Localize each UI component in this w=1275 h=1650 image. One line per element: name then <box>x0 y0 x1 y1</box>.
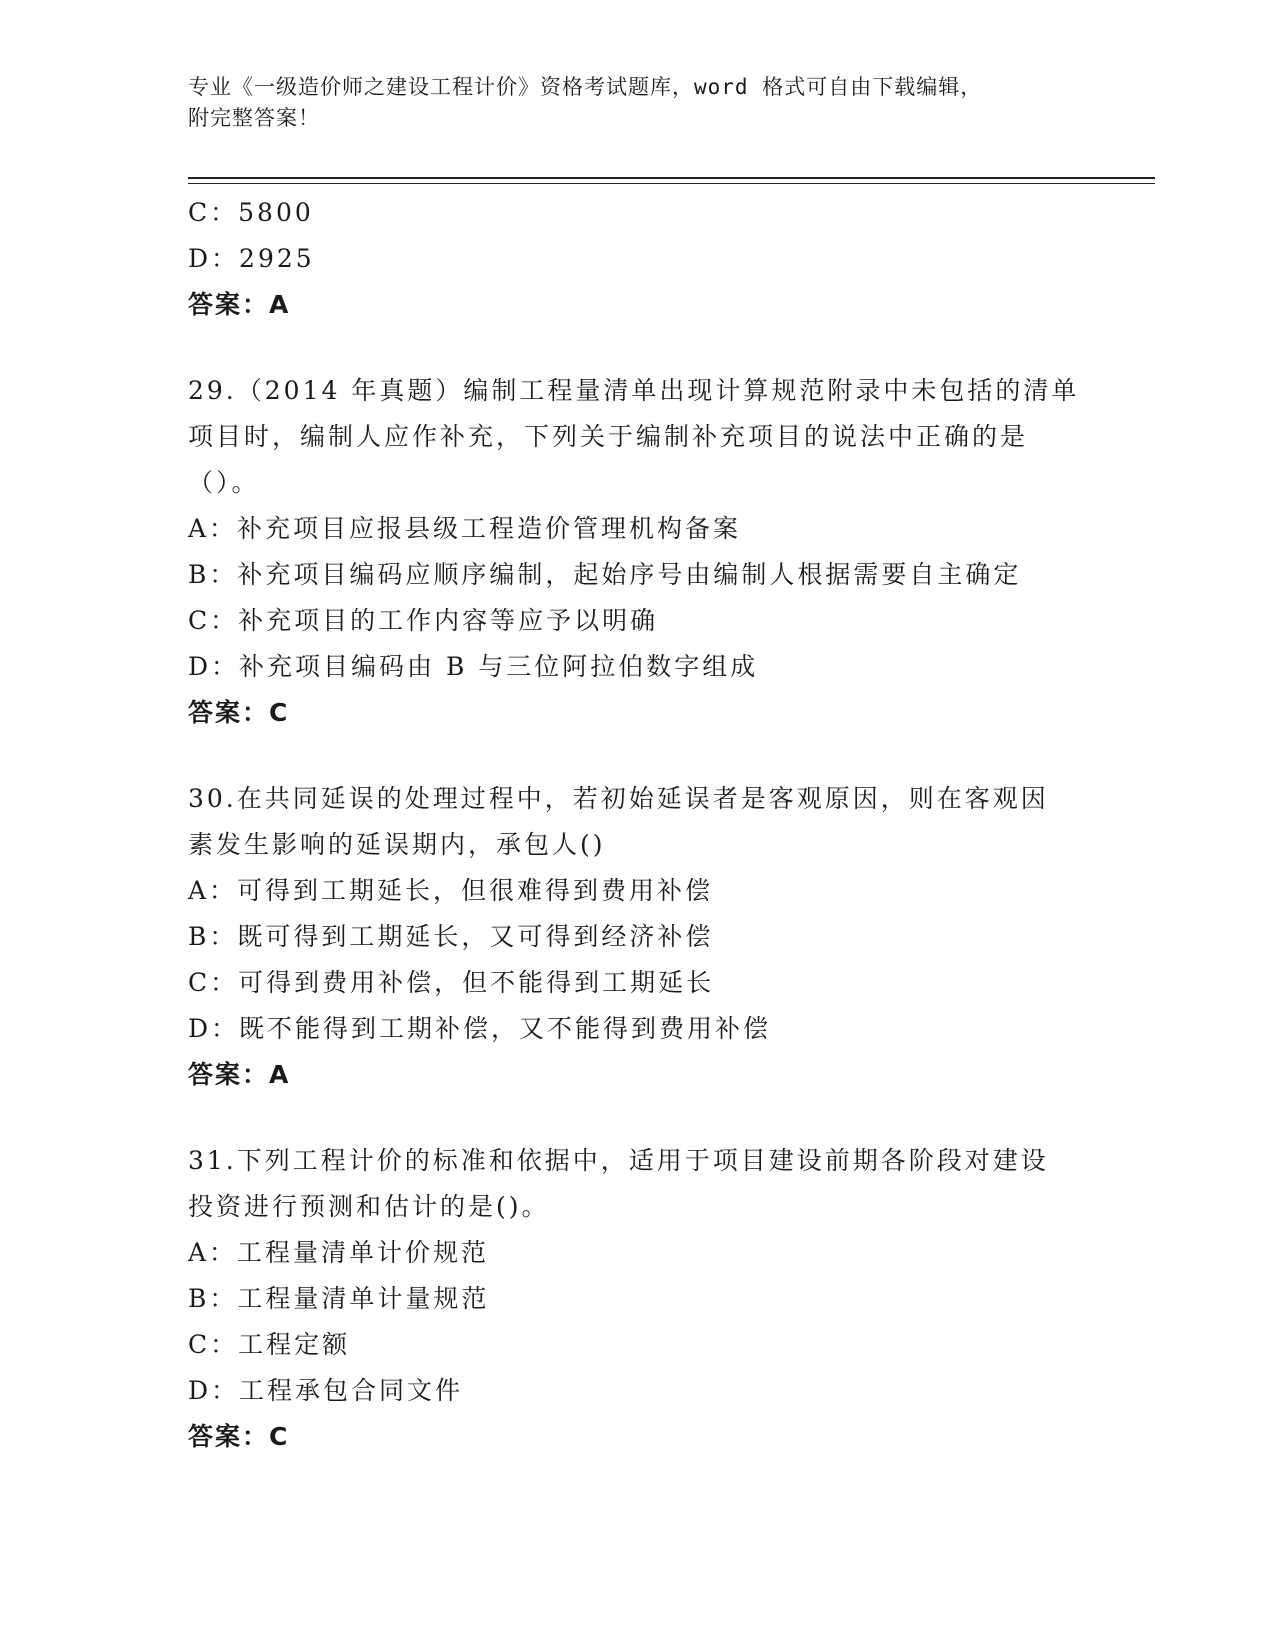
question-stem: 素发生影响的延误期内，承包人() <box>188 830 606 859</box>
question-31 <box>188 1138 1088 1460</box>
option-b: B：补充项目编码应顺序编制，起始序号由编制人根据需要自主确定 <box>188 560 1022 589</box>
page-header <box>188 72 1068 134</box>
option-b: B：工程量清单计量规范 <box>188 1284 490 1313</box>
question-stem: 投资进行预测和估计的是()。 <box>188 1192 550 1221</box>
answer-line: 答案：C <box>188 698 290 727</box>
option-a: A：可得到工期延长，但很难得到费用补偿 <box>188 876 714 905</box>
header-rule-thin <box>188 183 1155 184</box>
option-d: D：既不能得到工期补偿，又不能得到费用补偿 <box>188 1014 772 1043</box>
prev-question-tail <box>188 190 1088 328</box>
option-d: D：补充项目编码由 B 与三位阿拉伯数字组成 <box>188 652 759 681</box>
question-stem: 30.在共同延误的处理过程中，若初始延误者是客观原因，则在客观因 <box>188 784 1049 813</box>
option-b: B：既可得到工期延长，又可得到经济补偿 <box>188 922 714 951</box>
answer-line: 答案：C <box>188 1422 290 1451</box>
option-a: A：工程量清单计价规范 <box>188 1238 490 1267</box>
header-line-2: 附完整答案！ <box>188 106 320 130</box>
option-c: C：可得到费用补偿，但不能得到工期延长 <box>188 968 715 997</box>
answer-line: 答案：A <box>188 1060 291 1089</box>
option-d: D：工程承包合同文件 <box>188 1376 464 1405</box>
option-c: C：补充项目的工作内容等应予以明确 <box>188 606 659 635</box>
option-d: D：2925 <box>188 244 315 273</box>
header-line-1: 专业《一级造价师之建设工程计价》资格考试题库，word 格式可自由下载编辑， <box>188 75 983 99</box>
option-c: C：工程定额 <box>188 1330 351 1359</box>
option-c: C：5800 <box>188 198 314 227</box>
question-30 <box>188 776 1088 1098</box>
answer-line: 答案：A <box>188 290 291 319</box>
question-stem: 项目时，编制人应作补充，下列关于编制补充项目的说法中正确的是 <box>188 422 1029 451</box>
question-stem: 31.下列工程计价的标准和依据中，适用于项目建设前期各阶段对建设 <box>188 1146 1049 1175</box>
question-29 <box>188 368 1088 736</box>
option-a: A：补充项目应报县级工程造价管理机构备案 <box>188 514 742 543</box>
question-stem: 29.（2014 年真题）编制工程量清单出现计算规范附录中未包括的清单 <box>188 376 1080 405</box>
question-list <box>188 190 1088 1460</box>
header-rule-thick <box>188 177 1155 179</box>
question-stem: （）。 <box>188 468 260 497</box>
